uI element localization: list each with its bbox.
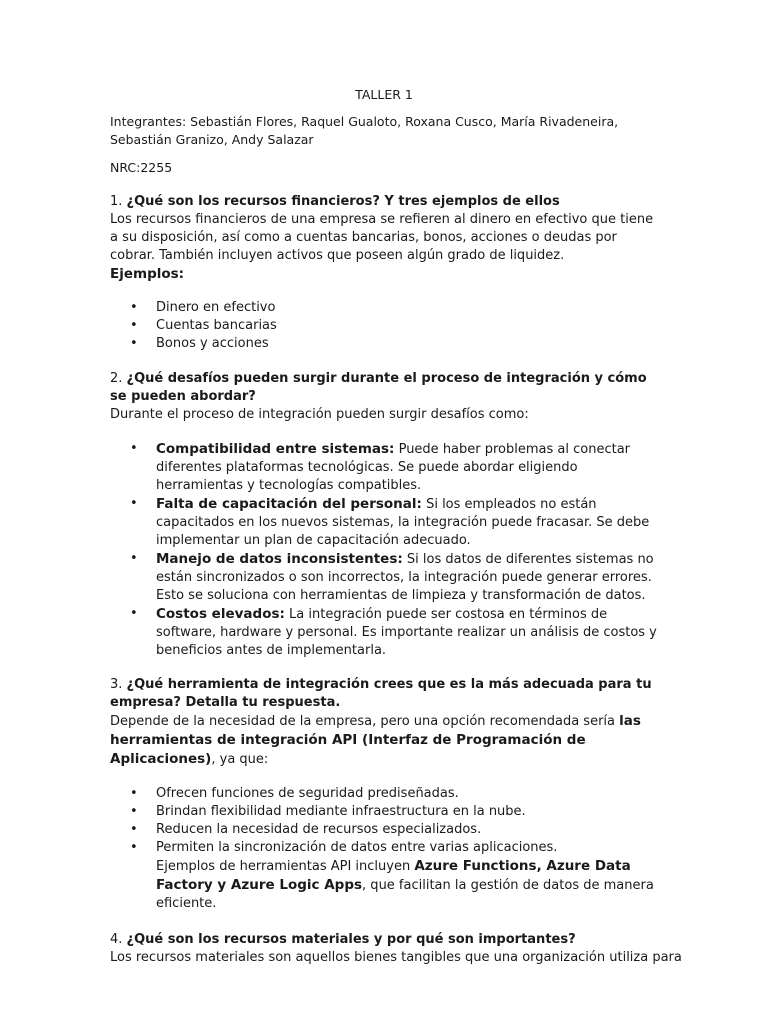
answer-highlight: las herramientas de integración API (Interfaz de Programación de Aplicaciones): [110, 713, 641, 767]
list-item-text: Permiten la sincronización de datos entre varias aplicaciones.: [156, 840, 558, 855]
question-1-text: ¿Qué son los recursos financieros? Y tres ejemplos de ellos: [126, 194, 560, 209]
challenge-term: Costos elevados:: [156, 606, 285, 622]
question-1: [110, 193, 658, 353]
list-item: [110, 495, 658, 550]
question-2-intro: Durante el proceso de integración pueden surgir desafíos como:: [110, 407, 529, 422]
list-item: • Ofrecen funciones de seguridad prediseñadas.: [110, 785, 658, 803]
challenge-text: Puede haber problemas al conectar diferentes plataformas tecnológicas. Se puede abordar eligiendo herramientas y tecnologías compatibles.: [156, 442, 631, 493]
tools-text: Ejemplos de herramientas API incluyen: [156, 859, 415, 874]
challenge-term: Compatibilidad entre sistemas:: [156, 441, 395, 457]
question-4-heading: [110, 931, 658, 949]
list-item: [110, 839, 658, 913]
question-2-number: 2.: [110, 371, 127, 386]
question-3-answer: [110, 712, 658, 769]
question-1-number: 1.: [110, 194, 127, 209]
question-3-number: 3.: [110, 677, 127, 692]
challenge-text: Si los empleados no están capacitados en los nuevos sistemas, la integración puede fracasar. Se debe implementar un plan de capacitación adecuado.: [156, 497, 650, 548]
question-3-heading: [110, 676, 658, 712]
team-members: Integrantes: Sebastián Flores, Raquel Gualoto, Roxana Cusco, María Rivadeneira, Sebastián Granizo, Andy Salazar: [110, 114, 619, 147]
question-4: [110, 931, 682, 967]
challenge-term: Falta de capacitación del personal:: [156, 496, 422, 512]
question-2-text: ¿Qué desafíos pueden surgir durante el proceso de integración y cómo se pueden abordar?: [110, 371, 647, 404]
list-item: • Brindan flexibilidad mediante infraestructura en la nube.: [110, 803, 658, 821]
tools-text: , que facilitan la gestión de datos de manera eficiente.: [156, 878, 654, 911]
api-benefits-list: [110, 785, 658, 913]
challenge-term: Manejo de datos inconsistentes:: [156, 551, 403, 567]
question-1-answer: Los recursos financieros de una empresa se refieren al dinero en efectivo que tiene a su disposición, así como a cuentas bancarias, bonos, acciones o deudas por cobrar. También incluyen activos que poseen algún grado de liquidez.: [110, 212, 654, 263]
list-item: • Bonos y acciones: [110, 335, 658, 353]
answer-text: Depende de la necesidad de la empresa, pero una opción recomendada sería: [110, 714, 620, 729]
question-2: [110, 370, 658, 660]
question-2-heading: [110, 370, 658, 406]
list-item: • Cuentas bancarias: [110, 317, 658, 335]
question-4-text: ¿Qué son los recursos materiales y por qué son importantes?: [126, 932, 576, 947]
challenge-text: Si los datos de diferentes sistemas no están sincronizados o son incorrectos, la integración puede generar errores. Esto se soluciona con herramientas de limpieza y transformación de datos.: [156, 552, 654, 603]
list-item: [110, 605, 658, 660]
list-item: • Reducen la necesidad de recursos especializados.: [110, 821, 658, 839]
nrc-code: NRC:2255: [110, 160, 173, 175]
answer-text: , ya que:: [211, 752, 269, 767]
list-item: • Dinero en efectivo: [110, 299, 658, 317]
question-1-heading: [110, 193, 658, 211]
list-item: [110, 550, 658, 605]
tools-highlight: Azure Functions, Azure Data Factory y Azure Logic Apps: [156, 858, 631, 893]
document-body: [110, 86, 682, 967]
question-3-text: ¿Qué herramienta de integración crees que es la más adecuada para tu empresa? Detalla tu respuesta.: [110, 677, 652, 710]
list-item: [110, 440, 658, 495]
examples-heading: Ejemplos:: [110, 266, 185, 282]
question-3: [110, 676, 658, 913]
challenges-list: [110, 440, 658, 660]
question-4-answer: Los recursos materiales son aquellos bienes tangibles que una organización utiliza para: [110, 950, 682, 965]
question-4-number: 4.: [110, 932, 127, 947]
examples-list: [110, 299, 658, 353]
document-title: TALLER 1: [355, 87, 413, 102]
challenge-text: La integración puede ser costosa en términos de software, hardware y personal. Es importante realizar un análisis de costos y beneficios antes de implementarla.: [156, 607, 657, 658]
